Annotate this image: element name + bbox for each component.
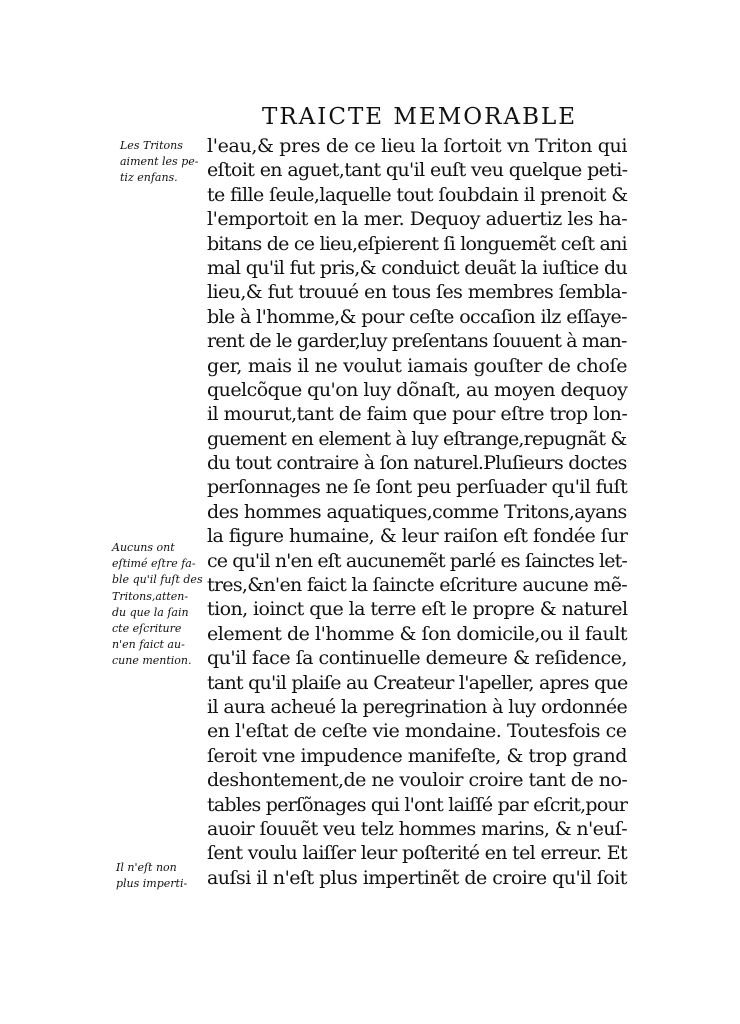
- margin-note-line: Aucuns ont: [112, 541, 175, 554]
- margin-note-line: n'en faict au-: [112, 638, 185, 652]
- text-line: quelcõque qu'on luy dõnaſt, au moyen dequoy: [207, 378, 628, 401]
- text-line: des hommes aquatiques,comme Tritons,ayans: [207, 500, 627, 523]
- margin-note-line: cune mention.: [112, 654, 192, 668]
- text-line: ger, mais il ne voulut iamais gouſter de choſe: [207, 354, 628, 377]
- text-line: auſsi il n'eſt plus impertinẽt de croire qu'il ſoit: [207, 866, 627, 889]
- text-line: ce qu'il n'en eſt aucunemẽt parlé es ſainctes let-: [207, 549, 627, 572]
- margin-note-line: Les Tritons: [120, 139, 183, 152]
- text-line: ble à l'homme,& pour ceſte occaſion ilz eſſaye-: [207, 305, 627, 328]
- margin-note-line: Il n'eſt non: [116, 861, 177, 874]
- margin-note-line: plus imperti-: [116, 877, 188, 891]
- text-line: bitans de ce lieu,eſpierent ſi longuemẽt ceſt ani: [207, 232, 627, 255]
- margin-note-line: cte eſcriture: [112, 622, 182, 636]
- text-line: tres,&n'en faict la ſaincte eſcriture aucune mẽ-: [207, 574, 627, 597]
- running-head: TRAICTE MEMORABLE: [262, 104, 578, 130]
- text-line: guement en element à luy eſtrange,repugnãt &: [207, 427, 627, 450]
- margin-note-line: tiz enfans.: [120, 171, 178, 185]
- text-line: qu'il face ſa continuelle demeure & reſidence,: [207, 647, 627, 670]
- text-line: rent de le garder,luy preſentans ſouuent à man-: [207, 330, 627, 353]
- text-line: lieu,& fut trouué en tous ſes membres ſembla-: [207, 281, 627, 304]
- text-line: l'eau,& pres de ce lieu la ſortoit vn Triton qui: [207, 135, 628, 157]
- margin-note-line: eſtimé eſtre fa-: [112, 557, 196, 571]
- text-line: tion, ioinct que la terre eſt le propre & naturel: [207, 598, 628, 621]
- text-line: te fille ſeule,laquelle tout ſoubdain il prenoit &: [207, 183, 628, 206]
- text-line: il aura acheué la peregrination à luy ordonnée: [207, 695, 628, 718]
- text-line: en l'eſtat de ceſte vie mondaine. Toutesfois ce: [207, 720, 627, 743]
- text-line: element de l'homme & ſon domicile,ou il fault: [207, 622, 628, 645]
- text-line: ſent voulu laiſſer leur poſterité en tel erreur. Et: [207, 842, 627, 865]
- text-line: tant qu'il plaiſe au Createur l'apeller, apres que: [207, 671, 628, 694]
- margin-note-line: Tritons,atten-: [112, 589, 189, 603]
- margin-note-line: aiment les pe-: [120, 155, 199, 169]
- margin-note-aucuns: [112, 540, 208, 670]
- margin-note-tritons: [120, 138, 216, 187]
- text-line: ſeroit vne impudence manifeſte, & trop grand: [207, 744, 627, 767]
- margin-note-line: du que la ſain: [112, 605, 189, 619]
- text-line: deshontement,de ne vouloir croire tant de no-: [207, 769, 628, 792]
- text-line: mal qu'il fut pris,& conduict deuãt la iuſtice du: [207, 256, 628, 279]
- margin-note-impertinent: [116, 860, 212, 892]
- margin-note-line: ble qu'il fuſt des: [112, 573, 203, 587]
- text-line: perſonnages ne ſe ſont peu perſuader qu'il fuſt: [207, 476, 628, 499]
- body-text: [207, 134, 627, 890]
- text-line: il mourut,tant de faim que pour eſtre trop lon-: [207, 403, 628, 426]
- text-line: tables perſõnages qui l'ont laiſſé par eſcrit,pour: [207, 793, 628, 816]
- text-line: du tout contraire à ſon naturel.Pluſieurs doctes: [207, 452, 627, 475]
- text-line: auoir ſouuẽt veu telz hommes marins, & n'euſ-: [207, 817, 628, 840]
- text-line: la figure humaine, & leur raiſon eſt fondée ſur: [207, 525, 628, 548]
- text-line: eſtoit en aguet,tant qu'il euſt veu quelque peti-: [207, 159, 628, 182]
- text-line: l'emportoit en la mer. Dequoy aduertiz les ha-: [207, 208, 628, 231]
